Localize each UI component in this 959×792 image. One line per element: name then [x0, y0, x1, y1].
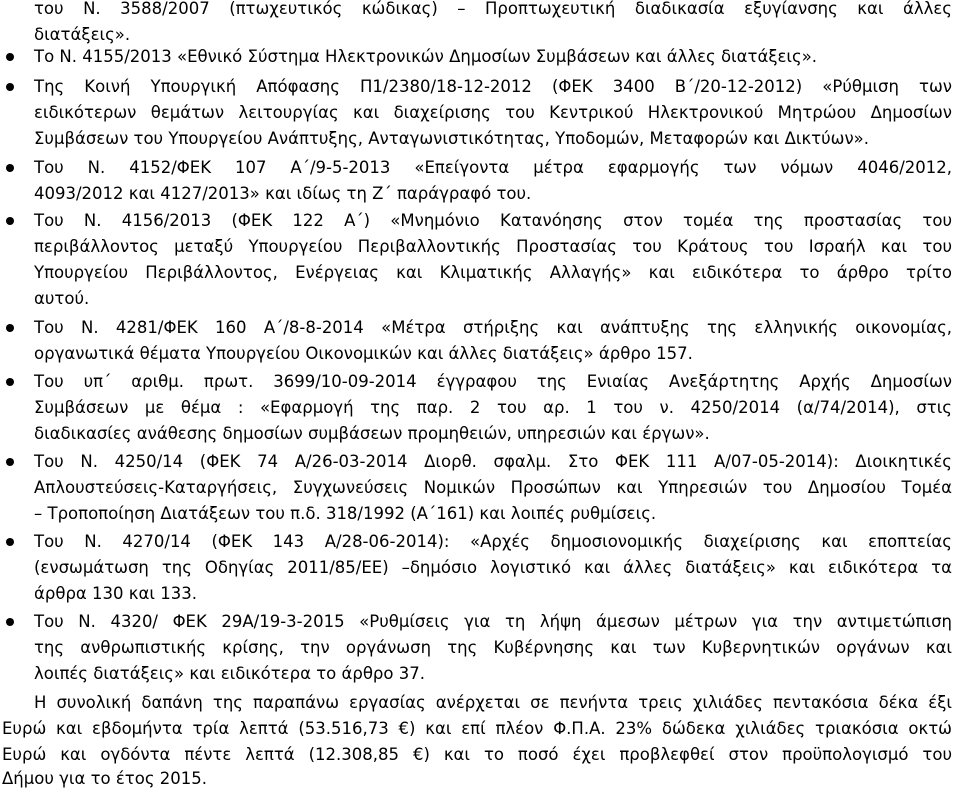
closing-paragraph-line-2: Ευρώ και ογδόντα πέντε λεπτά (12.308,85 €) και το ποσό έχει προβλεφθεί στον προϋπολογισμό του — [2, 745, 952, 764]
list-item-7-line-0: Του Ν. 4250/14 (ΦΕΚ 74 Α/26-03-2014 Διορθ. σφαλμ. Στο ΦΕΚ 111 Α/07-05-2014): Διοικητικές — [34, 452, 952, 471]
list-item-2-line-1: ειδικότερων θεμάτων λειτουργίας και διαχείρισης του Κεντρικού Ηλεκτρονικού Μητρώου Δημοσίων — [34, 103, 952, 122]
bullet-icon — [6, 83, 14, 91]
list-item-0-line-1: διατάξεις». — [34, 25, 131, 44]
bullet-icon — [6, 538, 14, 546]
list-item-9-line-0: Του Ν. 4320/ ΦΕΚ 29Α/19-3-2015 «Ρυθμίσεις για τη λήψη άμεσων μέτρων για την αντιμετώπιση — [34, 612, 952, 631]
list-item-5-line-1: οργανωτικά θέματα Υπουργείου Οικονομικών και άλλες διατάξεις» άρθρο 157. — [34, 344, 693, 363]
list-item-4-line-3: αυτού. — [34, 289, 90, 308]
list-item-5-line-0: Του Ν. 4281/ΦΕΚ 160 Α΄/8-8-2014 «Μέτρα στήριξης και ανάπτυξης της ελληνικής οικονομίας, — [34, 318, 952, 337]
list-item-9-line-1: της ανθρωπιστικής κρίσης, την οργάνωση της Κυβέρνησης και των Κυβερνητικών οργάνων και — [34, 638, 952, 657]
list-item-6-line-2: διαδικασίες ανάθεσης δημοσίων συμβάσεων προμηθειών, υπηρεσιών και έργων». — [34, 424, 710, 443]
closing-paragraph-line-0: Η συνολική δαπάνη της παραπάνω εργασίας ανέρχεται σε πενήντα τρεις χιλιάδες πεντακόσια δέκα έξι — [34, 693, 952, 712]
list-item-3-line-1: 4093/2012 και 4127/2013» και ιδίως τη Ζ΄ παράγραφό του. — [34, 184, 532, 203]
list-item-9-line-2: λοιπές διατάξεις» και ειδικότερα το άρθρο 37. — [34, 664, 425, 683]
list-item-4-line-0: Του Ν. 4156/2013 (ΦΕΚ 122 Α΄) «Μνημόνιο Κατανόησης στον τομέα της προστασίας του — [34, 211, 952, 230]
bullet-icon — [6, 618, 14, 626]
list-item-3-line-0: Του Ν. 4152/ΦΕΚ 107 Α΄/9-5-2013 «Επείγοντα μέτρα εφαρμογής των νόμων 4046/2012, — [34, 158, 952, 177]
list-item-8-line-2: άρθρα 130 και 133. — [34, 584, 197, 603]
closing-paragraph-line-3: Δήμου για το έτος 2015. — [2, 769, 207, 788]
list-item-7-line-1: Απλουστεύσεις-Καταργήσεις, Συγχωνεύσεις Νομικών Προσώπων και Υπηρεσιών του Δημοσίου Τομέα — [34, 478, 952, 497]
bullet-icon — [6, 164, 14, 172]
list-item-8-line-0: Του Ν. 4270/14 (ΦΕΚ 143 Α/28-06-2014): «Αρχές δημοσιονομικής διαχείρισης και εποπτείας — [34, 532, 952, 551]
bullet-icon — [6, 53, 14, 61]
list-item-1-line-0: Το Ν. 4155/2013 «Εθνικό Σύστημα Ηλεκτρονικών Δημοσίων Συμβάσεων και άλλες διατάξεις». — [34, 47, 818, 66]
list-item-2-line-2: Συμβάσεων του Υπουργείου Ανάπτυξης, Ανταγωνιστικότητας, Υποδομών, Μεταφορών και Δικτύων». — [34, 129, 870, 148]
bullet-icon — [6, 378, 14, 386]
list-item-2-line-0: Της Κοινή Υπουργική Απόφασης Π1/2380/18-12-2012 (ΦΕΚ 3400 Β΄/20-12-2012) «Ρύθμιση των — [34, 77, 952, 96]
list-item-6-line-1: Συμβάσεων με θέμα : «Εφαρμογή της παρ. 2 του αρ. 1 του ν. 4250/2014 (α/74/2014), στις — [34, 398, 952, 417]
bullet-icon — [6, 217, 14, 225]
list-item-0-line-0: του Ν. 3588/2007 (πτωχευτικός κώδικας) – Προπτωχευτική διαδικασία εξυγίανσης και άλλες — [34, 0, 952, 18]
bullet-icon — [6, 324, 14, 332]
list-item-7-line-2: – Τροποποίηση Διατάξεων του π.δ. 318/1992 (Α΄161) και λοιπές ρυθμίσεις. — [34, 504, 657, 523]
list-item-6-line-0: Του υπ΄ αριθμ. πρωτ. 3699/10-09-2014 έγγραφου της Ενιαίας Ανεξάρτητης Αρχής Δημοσίων — [34, 372, 952, 391]
list-item-8-line-1: (ενσωμάτωση της Οδηγίας 2011/85/ΕΕ) –δημόσιο λογιστικό και άλλες διατάξεις» και ειδικότερα τα — [34, 558, 952, 577]
bullet-icon — [6, 458, 14, 466]
list-item-4-line-2: Υπουργείου Περιβάλλοντος, Ενέργειας και Κλιματικής Αλλαγής» και ειδικότερα το άρθρο τρίτο — [34, 263, 952, 282]
list-item-4-line-1: περιβάλλοντος μεταξύ Υπουργείου Περιβαλλοντικής Προστασίας του Κράτους του Ισραήλ και του — [34, 237, 952, 256]
closing-paragraph-line-1: Ευρώ και εβδομήντα τρία λεπτά (53.516,73 €) και επί πλέον Φ.Π.Α. 23% δώδεκα χιλιάδες τριακόσια οκτώ — [2, 719, 952, 738]
